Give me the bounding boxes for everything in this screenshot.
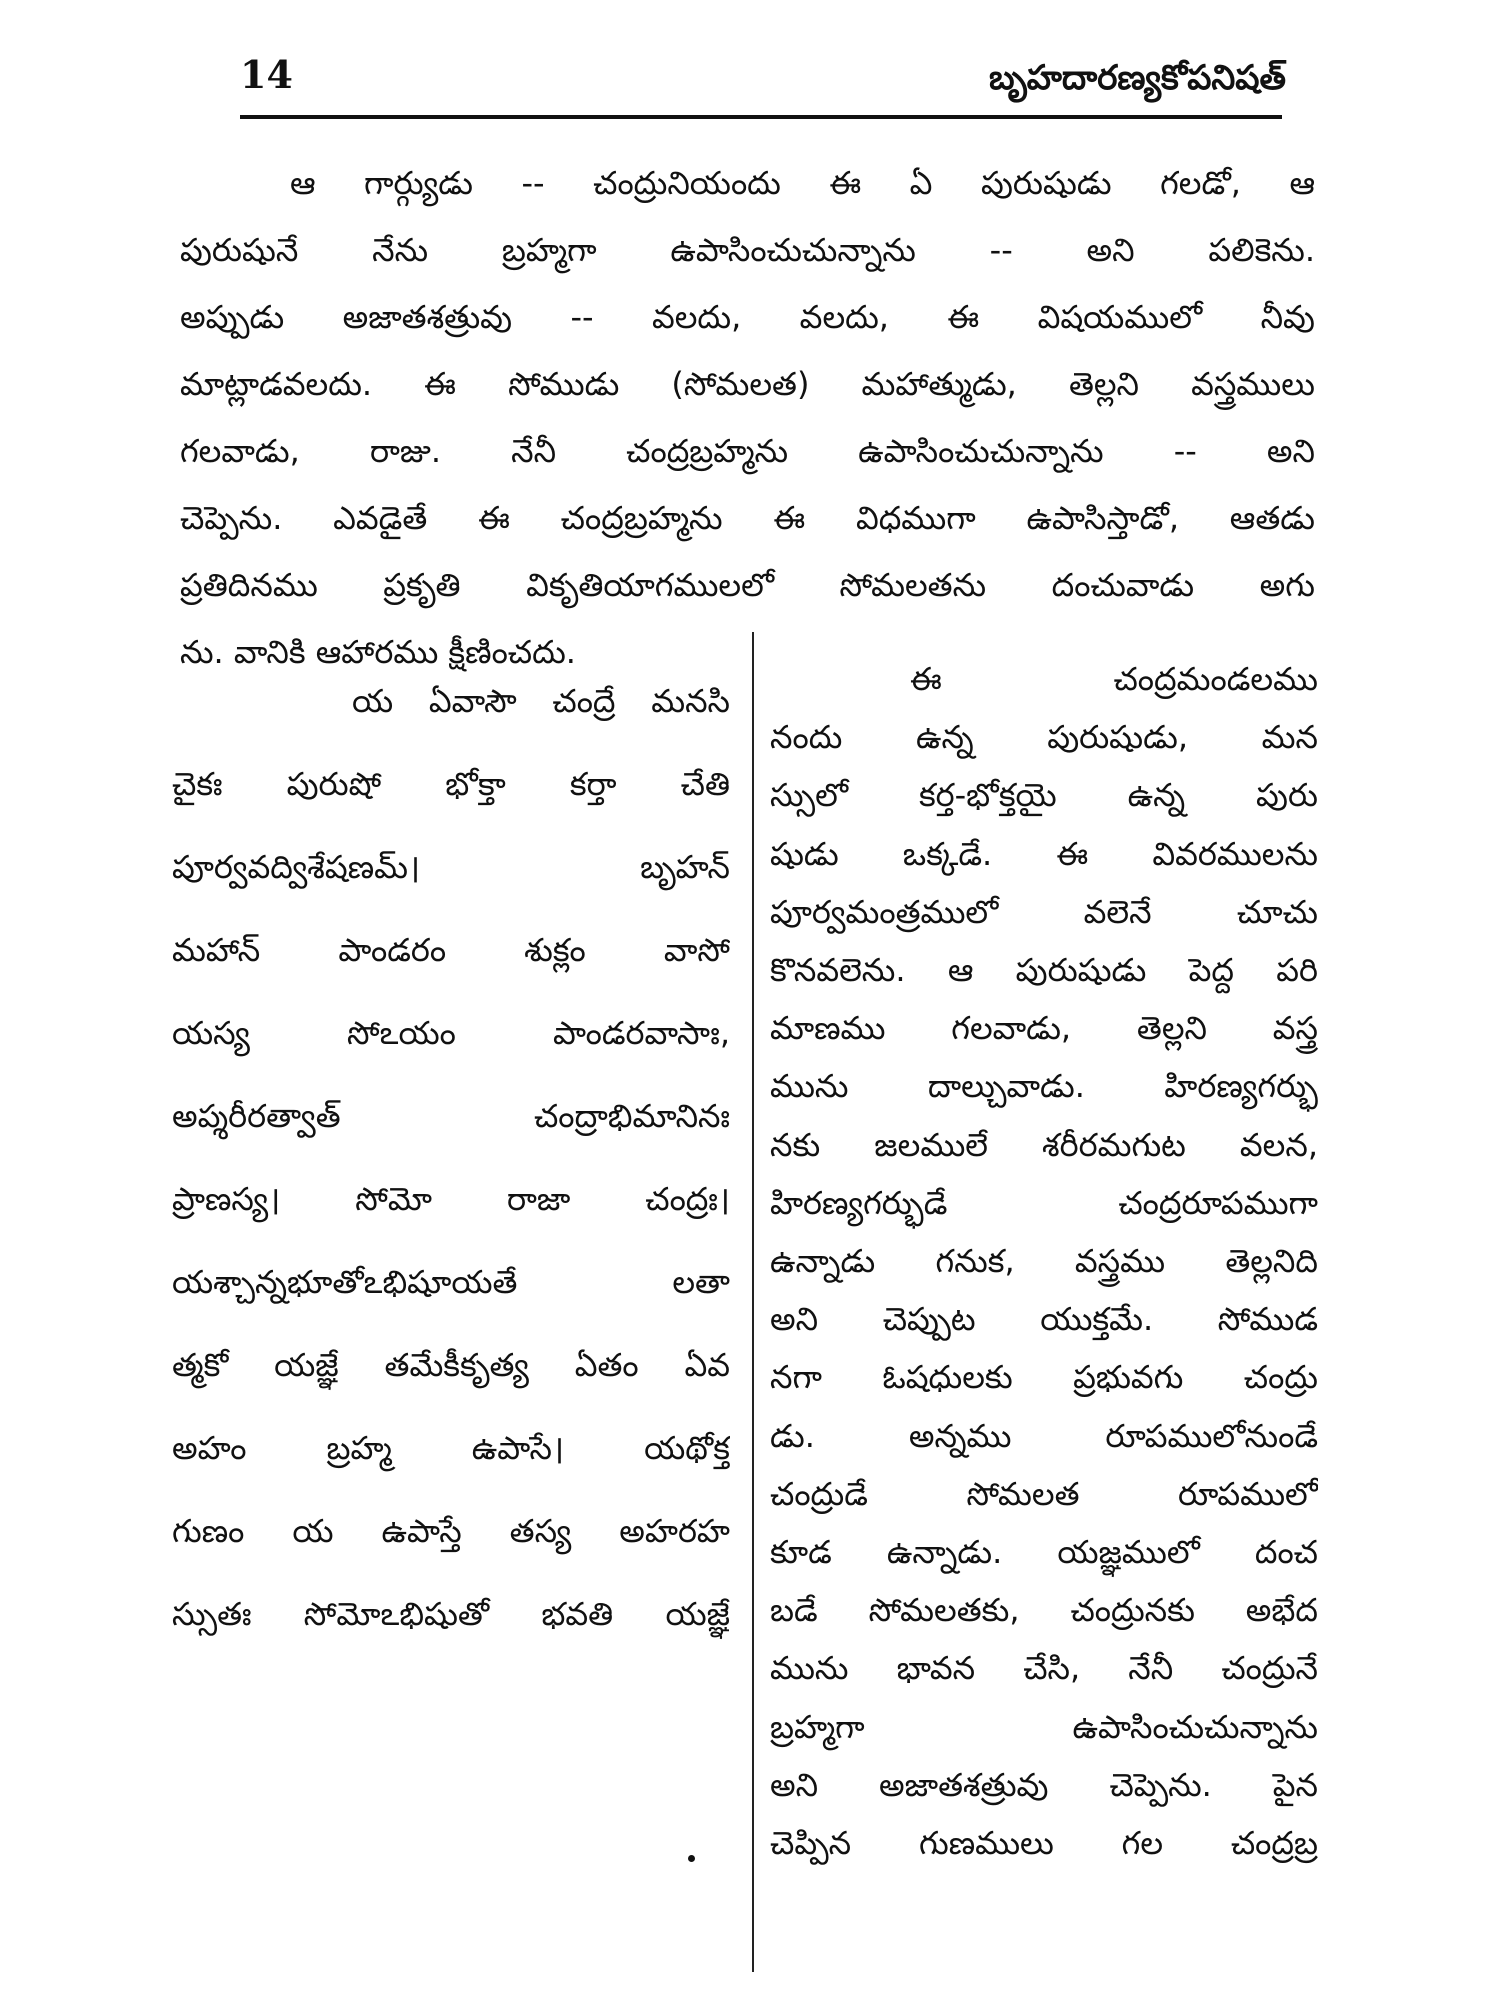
sanskrit-commentary-column xyxy=(172,660,730,1656)
text-line: ఉన్నాడు గనుక, వస్త్రము తెల్లనిది xyxy=(770,1242,1318,1281)
text-line: మును భావన చేసి, నేనీ చంద్రునే xyxy=(770,1649,1318,1688)
text-line: స్సులో కర్త-భోక్తయై ఉన్న పురు xyxy=(770,776,1318,815)
text-line: షుడు ఒక్కడే. ఈ వివరములను xyxy=(770,834,1318,873)
text-line: గుణం య ఉపాస్తే తస్య అహరహ xyxy=(172,1512,730,1550)
telugu-explanation-column xyxy=(770,650,1318,1872)
text-line: ప్రాణస్య। సోమో రాజా చంద్రః। xyxy=(172,1180,730,1218)
text-line: మును దాల్చువాడు. హిరణ్యగర్భు xyxy=(770,1067,1318,1106)
text-line: పూర్వమంత్రములో వలెనే చూచు xyxy=(770,892,1318,931)
text-line: నగా ఓషధులకు ప్రభువగు చంద్రు xyxy=(770,1358,1318,1397)
text-line: యశ్చాన్నభూతోఽభిషూయతే లతా xyxy=(172,1263,730,1301)
text-line: యస్య సోఽయం పాండరవాసాః, xyxy=(172,1014,730,1052)
text-line: చెప్పిన గుణములు గల చంద్రబ్ర xyxy=(770,1824,1318,1863)
text-line: ను. వానికి ఆహారము క్షీణించదు. xyxy=(180,633,576,671)
page-number: 14 xyxy=(240,52,293,97)
text-line: అహం బ్రహ్మ ఉపాసే। యథోక్త xyxy=(172,1429,730,1467)
text-line: చెప్పెను. ఎవడైతే ఈ చంద్రబ్రహ్మను ఈ విధముగా ఉపాసిస్తాడో, ఆతడు xyxy=(180,499,1315,537)
text-line: ఈ చంద్రమండలము xyxy=(910,660,1318,698)
intro-paragraph xyxy=(180,150,1315,686)
text-line: అప్పుడు అజాతశత్రువు -- వలదు, వలదు, ఈ విషయములో నీవు xyxy=(180,298,1315,336)
text-line: ప్రతిదినము ప్రకృతి వికృతియాగములలో సోమలతను దంచువాడు అగు xyxy=(180,566,1315,604)
text-line: పూర్వవద్విశేషణమ్। బృహన్ xyxy=(172,848,730,886)
text-line: మహాన్ పాండరం శుక్లం వాసో xyxy=(172,931,730,969)
text-line: మాట్లాడవలదు. ఈ సోముడు (సోమలత) మహాత్ముడు, తెల్లని వస్త్రములు xyxy=(180,365,1315,403)
text-line: గలవాడు, రాజు. నేనీ చంద్రబ్రహ్మను ఉపాసించుచున్నాను -- అని xyxy=(180,432,1315,470)
text-line: డు. అన్నము రూపములోనుండే xyxy=(770,1416,1318,1455)
text-line: అని అజాతశత్రువు చెప్పెను. పైన xyxy=(770,1765,1318,1804)
text-line: పురుషునే నేను బ్రహ్మగా ఉపాసించుచున్నాను -- అని పలికెను. xyxy=(180,231,1315,269)
text-line: బ్రహ్మగా ఉపాసించుచున్నాను xyxy=(770,1707,1318,1746)
text-line: హిరణ్యగర్భుడే చంద్రరూపముగా xyxy=(770,1183,1318,1222)
text-line: అని చెప్పుట యుక్తమే. సోముడ xyxy=(770,1300,1318,1339)
running-title: బృహదారణ్యకోపనిషత్ xyxy=(988,58,1286,98)
ink-speck xyxy=(688,1855,695,1862)
column-divider xyxy=(752,632,754,1972)
text-line: కూడ ఉన్నాడు. యజ్ఞములో దంచ xyxy=(770,1533,1318,1572)
text-line: మాణము గలవాడు, తెల్లని వస్త్ర xyxy=(770,1009,1318,1048)
text-line: చంద్రుడే సోమలత రూపములో xyxy=(770,1474,1318,1513)
text-line: అప్శరీరత్వాత్ చంద్రాభిమానినః xyxy=(172,1097,730,1135)
text-line: కొనవలెను. ఆ పురుషుడు పెద్ద పరి xyxy=(770,951,1318,990)
text-line: త్మకో యజ్ఞే తమేకీకృత్య ఏతం ఏవ xyxy=(172,1346,730,1384)
text-line: చైకః పురుషో భోక్తా కర్తా చేతి xyxy=(172,765,730,803)
text-line: య ఏవాసౌ చంద్రే మనసి xyxy=(352,682,730,720)
text-line: ఆ గార్గ్యుడు -- చంద్రునియందు ఈ ఏ పురుషుడు గలడో, ఆ xyxy=(290,164,1315,202)
text-line: బడే సోమలతకు, చంద్రునకు అభేద xyxy=(770,1591,1318,1630)
header-rule xyxy=(240,115,1282,119)
text-line: నందు ఉన్న పురుషుడు, మన xyxy=(770,718,1318,757)
text-line: నకు జలములే శరీరమగుట వలన, xyxy=(770,1125,1318,1164)
text-line: స్సుతః సోమోఽభిషుతో భవతి యజ్ఞే xyxy=(172,1595,730,1633)
